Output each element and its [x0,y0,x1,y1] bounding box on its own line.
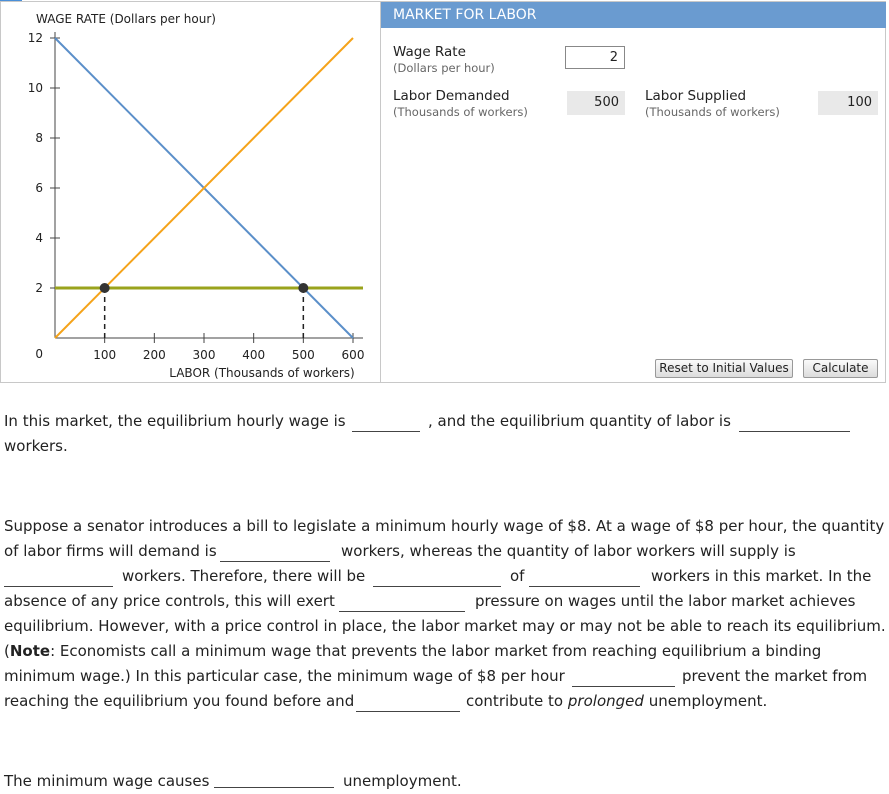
q1-text-c: workers. [4,437,68,455]
y-tick-label: 0 [35,347,43,361]
market-panel [381,2,886,382]
x-tick-label: 600 [341,348,365,362]
labor-market-widget [0,1,886,383]
q2-line3-c: of [510,567,525,585]
q2-line8-b: contribute to prolonged unemployment. [466,692,768,710]
labor-supplied-label: Labor Supplied [645,88,747,104]
q2-demand-dropdown[interactable] [220,561,330,562]
reset-button[interactable]: Reset to Initial Values [655,359,793,378]
labor-demanded-unit: (Thousands of workers) [393,105,528,119]
x-axis-title: LABOR (Thousands of workers) [169,366,355,380]
q2-line3-d: workers in this market. In the [651,567,872,585]
note-bold: Note [9,642,51,660]
q2-line7-b: prevent the market from [682,667,868,685]
q3-text-b: unemployment. [343,772,462,790]
q3-text-a: The minimum wage causes [4,772,210,790]
q2-line2-a: of labor firms will demand is [4,542,217,560]
y-tick-label: 10 [27,81,43,95]
labor-demanded-value: 500 [567,91,625,115]
q2-line6: (Note: Economists call a minimum wage that prevents the labor market from reaching equilibrium a binding [4,642,822,660]
x-tick-label: 100 [93,348,117,362]
q2-line4-a: absence of any price controls, this will exert [4,592,335,610]
x-tick-label: 400 [242,348,266,362]
y-axis-title: WAGE RATE (Dollars per hour) [36,12,216,26]
market-header: MARKET FOR LABOR [381,2,886,28]
q2-surplus-amount-dropdown[interactable] [529,586,640,587]
intersection-point-1 [100,283,110,293]
q2-line1: Suppose a senator introduces a bill to legislate a minimum hourly wage of $8. At a wage of $8 per hour, the quantity [4,517,885,535]
wage-rate-label: Wage Rate [393,44,466,60]
q2-line5: equilibrium. However, with a price control in place, the labor market may or may not be able to reach its equilibrium. [4,617,886,635]
q2-line2-b: workers, whereas the quantity of labor workers will supply is [341,542,796,560]
q1-wage-dropdown[interactable] [352,431,420,432]
q1-text-a: In this market, the equilibrium hourly wage is [4,412,346,430]
prolonged-italic: prolonged [567,692,644,710]
q2-line7-a: minimum wage.) In this particular case, the minimum wage of $8 per hour [4,667,565,685]
y-tick-label: 12 [27,31,43,45]
q2-line3-b: workers. Therefore, there will be [122,567,366,585]
y-tick-label: 2 [35,281,43,295]
x-tick-label: 300 [192,348,216,362]
y-tick-label: 6 [35,181,43,195]
calculate-button[interactable]: Calculate [803,359,878,378]
intersection-point-2 [298,283,308,293]
q2-surplus-type-dropdown[interactable] [373,586,501,587]
wage-rate-input[interactable]: 2 [565,46,625,69]
q2-pressure-dropdown[interactable] [339,611,465,612]
wage-rate-unit: (Dollars per hour) [393,61,495,75]
q2-supply-dropdown[interactable] [4,586,113,587]
q1-text-b: , and the equilibrium quantity of labor is [428,412,731,430]
labor-demanded-label: Labor Demanded [393,88,510,104]
labor-market-graph[interactable] [1,2,380,382]
labor-supplied-unit: (Thousands of workers) [645,105,780,119]
graph-panel [1,2,381,382]
q2-contribute-dropdown[interactable] [356,711,460,712]
q2-prevent-dropdown[interactable] [572,686,675,687]
q1-quantity-dropdown[interactable] [739,431,850,432]
labor-supplied-value: 100 [818,91,878,115]
y-tick-label: 8 [35,131,43,145]
q2-line4-b: pressure on wages until the labor market achieves [475,592,856,610]
x-tick-label: 500 [291,348,315,362]
q2-line8-a: reaching the equilibrium you found before and [4,692,355,710]
y-tick-label: 4 [35,231,43,245]
x-tick-label: 200 [142,348,166,362]
